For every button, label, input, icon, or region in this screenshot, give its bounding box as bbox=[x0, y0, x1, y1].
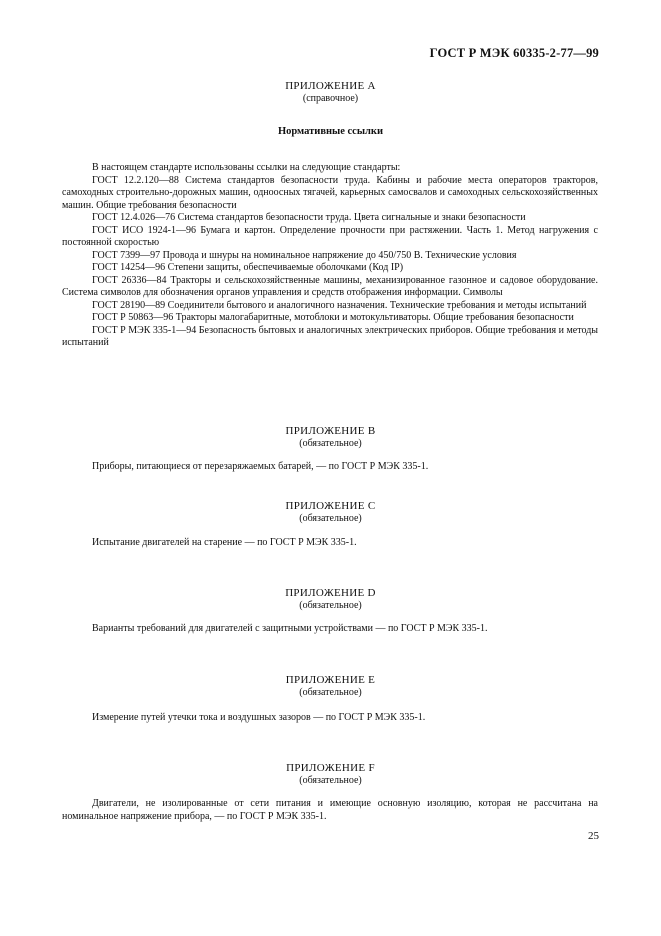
annex-a-type: (справочное) bbox=[302, 93, 359, 104]
annex-f-type: (обязательное) bbox=[299, 775, 362, 786]
reference-item: ГОСТ 7399—97 Провода и шнуры на номинальное напряжение до 450/750 В. Технические условия bbox=[92, 249, 517, 261]
reference-item: ГОСТ 12.4.026—76 Система стандартов безопасности труда. Цвета сигнальные и знаки безопасности bbox=[92, 212, 526, 223]
annex-e-type: (обязательное) bbox=[299, 687, 362, 698]
annex-e-text: Измерение путей утечки тока и воздушных зазоров — по ГОСТ Р МЭК 335-1. bbox=[92, 712, 426, 723]
reference-item: ГОСТ Р 50863—96 Тракторы малогабаритные, мотоблоки и мотокультиваторы. Общие требования безопасности bbox=[92, 312, 574, 323]
annex-b-text: Приборы, питающиеся от перезаряжаемых батарей, — по ГОСТ Р МЭК 335-1. bbox=[92, 461, 429, 472]
page-number: 25 bbox=[588, 830, 599, 842]
annex-c-type: (обязательное) bbox=[299, 513, 362, 524]
annex-b-title: ПРИЛОЖЕНИЕ В bbox=[285, 425, 376, 437]
annex-d-text: Варианты требований для двигателей с защитными устройствами — по ГОСТ Р МЭК 335-1. bbox=[92, 623, 488, 634]
annex-c-title: ПРИЛОЖЕНИЕ С bbox=[285, 500, 376, 512]
annex-c-text: Испытание двигателей на старение — по ГОСТ Р МЭК 335-1. bbox=[92, 537, 357, 548]
reference-item: ГОСТ Р МЭК 335-1—94 Безопасность бытовых и аналогичных электрических приборов. Общие требования и методы испытаний bbox=[62, 324, 598, 348]
reference-item: ГОСТ 14254—96 Степени защиты, обеспечиваемые оболочками (Код IP) bbox=[92, 262, 404, 273]
document-code: ГОСТ Р МЭК 60335-2-77—99 bbox=[429, 46, 599, 60]
annex-d-title: ПРИЛОЖЕНИЕ D bbox=[285, 587, 376, 599]
reference-item: ГОСТ 28190—89 Соединители бытового и аналогичного назначения. Технические требования и методы испытаний bbox=[92, 299, 587, 311]
annex-f-text: Двигатели, не изолированные от сети питания и имеющие основную изоляцию, которая не рассчитана на номинальное напряжение прибора, — по ГОСТ Р МЭК 335-1. bbox=[62, 798, 598, 822]
normative-references-list bbox=[62, 162, 598, 350]
reference-item: ГОСТ 12.2.120—88 Система стандартов безопасности труда. Кабины и рабочие места операторов тракторов, самоходных строительно-дорожных машин, одноосных тягачей, карьерных самосвалов и самоходных сельскохозяйственных машин. Общие требования безопасности bbox=[62, 174, 598, 211]
reference-item: ГОСТ 26336—84 Тракторы и сельскохозяйственные машины, механизированное газонное и садовое оборудование. Система символов для обозначения органов управления и средств отображения информации. Символы bbox=[62, 274, 598, 298]
normative-references-heading: Нормативные ссылки bbox=[277, 126, 384, 137]
reference-item: ГОСТ ИСО 1924-1—96 Бумага и картон. Определение прочности при растяжении. Часть 1. Метод нагружения с постоянной скоростью bbox=[62, 224, 598, 248]
annex-f-title: ПРИЛОЖЕНИЕ F bbox=[286, 762, 375, 774]
annex-e-title: ПРИЛОЖЕНИЕ Е bbox=[285, 674, 376, 686]
annex-b-type: (обязательное) bbox=[299, 438, 362, 449]
annex-d-type: (обязательное) bbox=[299, 600, 362, 611]
annex-a-title: ПРИЛОЖЕНИЕ А bbox=[285, 80, 376, 92]
references-intro: В настоящем стандарте использованы ссылки на следующие стандарты: bbox=[92, 162, 401, 173]
